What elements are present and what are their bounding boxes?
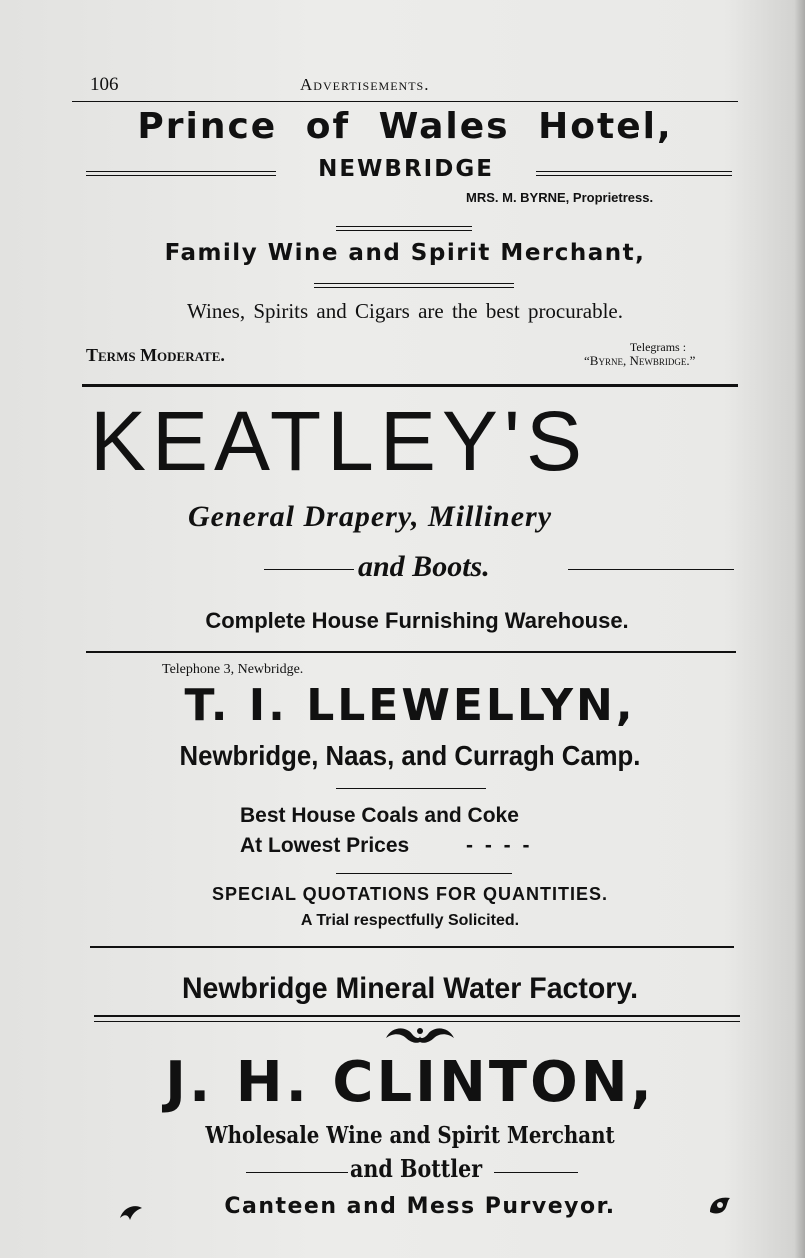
hotel-short-rule-2b bbox=[314, 287, 514, 288]
clinton-line1: Wholesale Wine and Spirit Merchant bbox=[205, 1122, 615, 1149]
hotel-telegrams-label: Telegrams : bbox=[629, 340, 687, 354]
divider-clinton bbox=[94, 1015, 740, 1017]
header-rule bbox=[72, 101, 738, 102]
hotel-town-rule-right-top bbox=[536, 171, 732, 172]
hotel-town-rule-left-top bbox=[86, 171, 276, 172]
hotel-short-rule-1a bbox=[336, 226, 472, 227]
clinton-name: J. H. CLINTON, bbox=[165, 1050, 655, 1115]
clinton-line2: and Bottler bbox=[350, 1154, 483, 1183]
llewellyn-telephone: Telephone 3, Newbridge. bbox=[162, 662, 304, 677]
divider-hotel bbox=[82, 384, 738, 387]
leaf-ornament-left-icon bbox=[118, 1202, 144, 1222]
running-title: Advertisements. bbox=[300, 75, 430, 94]
hotel-trade: Family Wine and Spirit Merchant, bbox=[164, 240, 646, 266]
keatley-name: KEATLEY'S bbox=[90, 394, 588, 488]
llewellyn-locations: Newbridge, Naas, and Curragh Camp. bbox=[179, 740, 641, 771]
hotel-name: Prince of Wales Hotel, bbox=[137, 106, 673, 147]
llewellyn-offer1: Best House Coals and Coke bbox=[240, 804, 519, 827]
keatley-line1: General Drapery, Millinery bbox=[188, 500, 553, 533]
llewellyn-offer2-dashes: - - - - bbox=[466, 834, 533, 857]
keatley-and-rule-right bbox=[568, 569, 734, 570]
divider-keatley bbox=[86, 651, 736, 653]
hotel-town-rule-right-bottom bbox=[536, 175, 732, 176]
hotel-town-rule-left-bottom bbox=[86, 175, 276, 176]
llewellyn-name: T. I. LLEWELLYN, bbox=[184, 680, 636, 731]
keatley-and-rule-left bbox=[264, 569, 354, 570]
clinton-bottler-rule-right bbox=[494, 1172, 578, 1173]
llewellyn-special: SPECIAL QUOTATIONS FOR QUANTITIES. bbox=[211, 884, 608, 904]
clinton-line3: Canteen and Mess Purveyor. bbox=[224, 1194, 616, 1219]
keatley-line3: Complete House Furnishing Warehouse. bbox=[205, 608, 629, 633]
page-number: 106 bbox=[90, 74, 119, 95]
clinton-factory: Newbridge Mineral Water Factory. bbox=[181, 972, 639, 1005]
llewellyn-offer2: At Lowest Prices bbox=[240, 834, 410, 857]
hotel-tagline: Wines, Spirits and Cigars are the best procurable. bbox=[187, 299, 623, 323]
hotel-town: NEWBRIDGE bbox=[318, 156, 494, 182]
leaf-ornament-right-icon bbox=[706, 1194, 734, 1216]
divider-llewellyn bbox=[90, 946, 734, 948]
llewellyn-short-rule-2 bbox=[336, 873, 512, 874]
clinton-bottler-rule-left bbox=[246, 1172, 348, 1173]
hotel-proprietor: MRS. M. BYRNE, Proprietress. bbox=[466, 190, 654, 205]
hotel-short-rule-2a bbox=[314, 283, 514, 284]
keatley-line2: and Boots. bbox=[358, 550, 490, 583]
ornament-icon bbox=[382, 1024, 458, 1048]
hotel-telegrams-address: “Byrne, Newbridge.” bbox=[584, 353, 696, 368]
llewellyn-short-rule bbox=[336, 788, 486, 789]
divider-clinton-thin bbox=[94, 1021, 740, 1022]
page-edge bbox=[795, 0, 805, 1258]
llewellyn-trial: A Trial respectfully Solicited. bbox=[300, 912, 520, 929]
hotel-short-rule-1b bbox=[336, 230, 472, 231]
hotel-terms: Terms Moderate. bbox=[86, 345, 225, 365]
